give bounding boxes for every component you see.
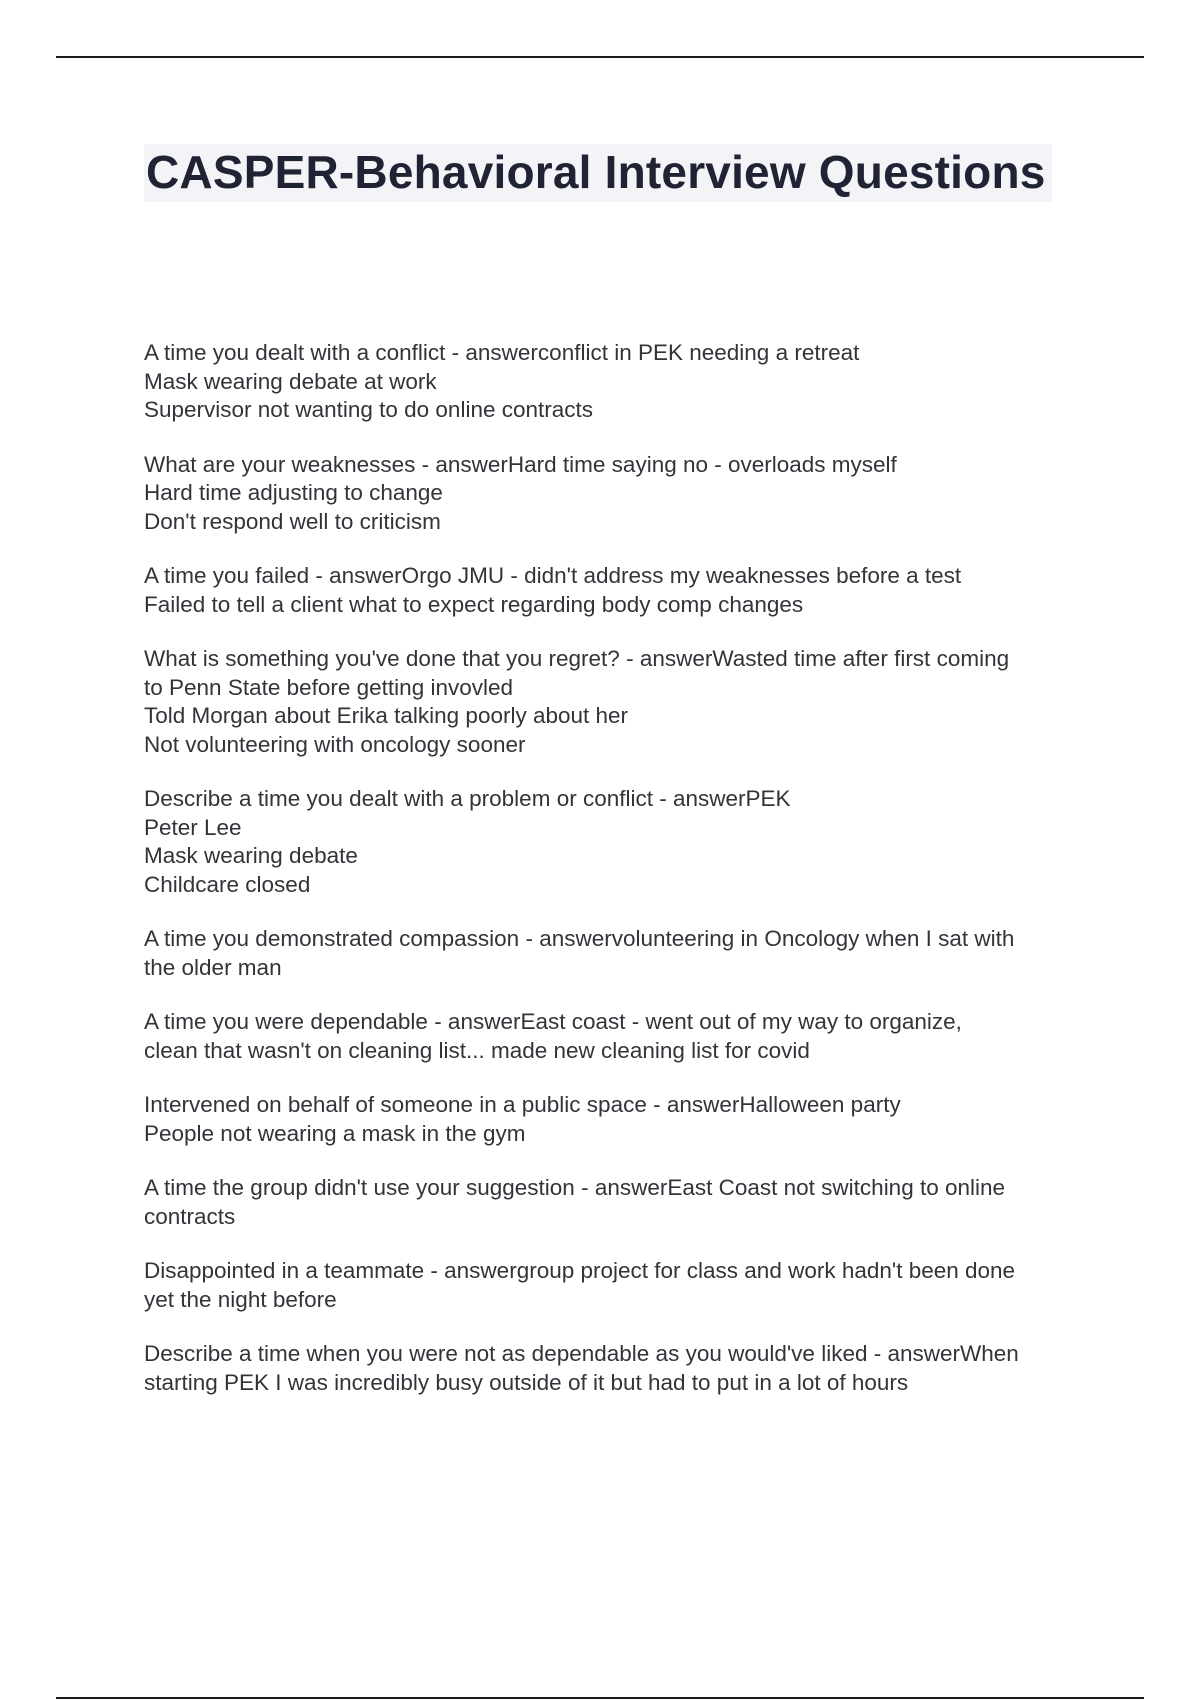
qa-line: What are your weaknesses - answerHard time saying no - overloads myself <box>144 451 897 477</box>
qa-line: A time you dealt with a conflict - answerconflict in PEK needing a retreat <box>144 340 860 365</box>
qa-line: Childcare closed <box>144 871 311 897</box>
qa-entry <box>144 562 1094 619</box>
qa-line: People not wearing a mask in the gym <box>144 1120 526 1146</box>
qa-line: Intervened on behalf of someone in a public space - answerHalloween party <box>144 1092 901 1117</box>
qa-line: starting PEK I was incredibly busy outside of it but had to put in a lot of hours <box>144 1369 909 1395</box>
qa-line: Not volunteering with oncology sooner <box>144 731 526 757</box>
qa-entry <box>144 451 1094 537</box>
qa-list <box>144 339 1094 1423</box>
qa-line: the older man <box>144 954 282 980</box>
qa-line: A time the group didn't use your suggestion - answerEast Coast not switching to online <box>144 1175 1006 1200</box>
qa-line: Failed to tell a client what to expect regarding body comp changes <box>144 591 804 617</box>
title-block <box>144 144 1052 202</box>
qa-entry <box>144 645 1094 759</box>
qa-entry <box>144 1340 1094 1397</box>
qa-line: A time you failed - answerOrgo JMU - didn't address my weaknesses before a test <box>144 563 962 588</box>
qa-line: Hard time adjusting to change <box>144 480 443 505</box>
qa-line: A time you were dependable - answerEast coast - went out of my way to organize, <box>144 1009 962 1034</box>
qa-entry <box>144 925 1094 982</box>
qa-line: Describe a time you dealt with a problem or conflict - answerPEK <box>144 786 791 811</box>
top-rule <box>56 56 1144 58</box>
qa-line: clean that wasn't on cleaning list... made new cleaning list for covid <box>144 1037 810 1063</box>
qa-line: What is something you've done that you regret? - answerWasted time after first coming <box>144 646 1010 671</box>
qa-entry <box>144 1174 1094 1231</box>
qa-line: Supervisor not wanting to do online contracts <box>144 397 594 422</box>
qa-line: Disappointed in a teammate - answergroup project for class and work hadn't been done <box>144 1258 1016 1283</box>
page-title: CASPER-Behavioral Interview Questions <box>144 144 1052 202</box>
qa-line: Don't respond well to criticism <box>144 508 441 534</box>
bottom-rule <box>56 1697 1144 1699</box>
qa-line: Mask wearing debate <box>144 843 358 868</box>
qa-line: Describe a time when you were not as dependable as you would've liked - answerWhen <box>144 1341 1019 1366</box>
qa-entry <box>144 339 1094 425</box>
qa-line: yet the night before <box>144 1286 337 1312</box>
qa-line: contracts <box>144 1203 236 1229</box>
qa-line: Peter Lee <box>144 814 242 840</box>
qa-line: Told Morgan about Erika talking poorly about her <box>144 703 629 728</box>
qa-line: A time you demonstrated compassion - answervolunteering in Oncology when I sat with <box>144 926 1015 951</box>
qa-entry <box>144 1091 1094 1148</box>
qa-entry <box>144 785 1094 899</box>
qa-entry <box>144 1257 1094 1314</box>
qa-line: to Penn State before getting invovled <box>144 674 514 700</box>
qa-line: Mask wearing debate at work <box>144 368 437 394</box>
qa-entry <box>144 1008 1094 1065</box>
